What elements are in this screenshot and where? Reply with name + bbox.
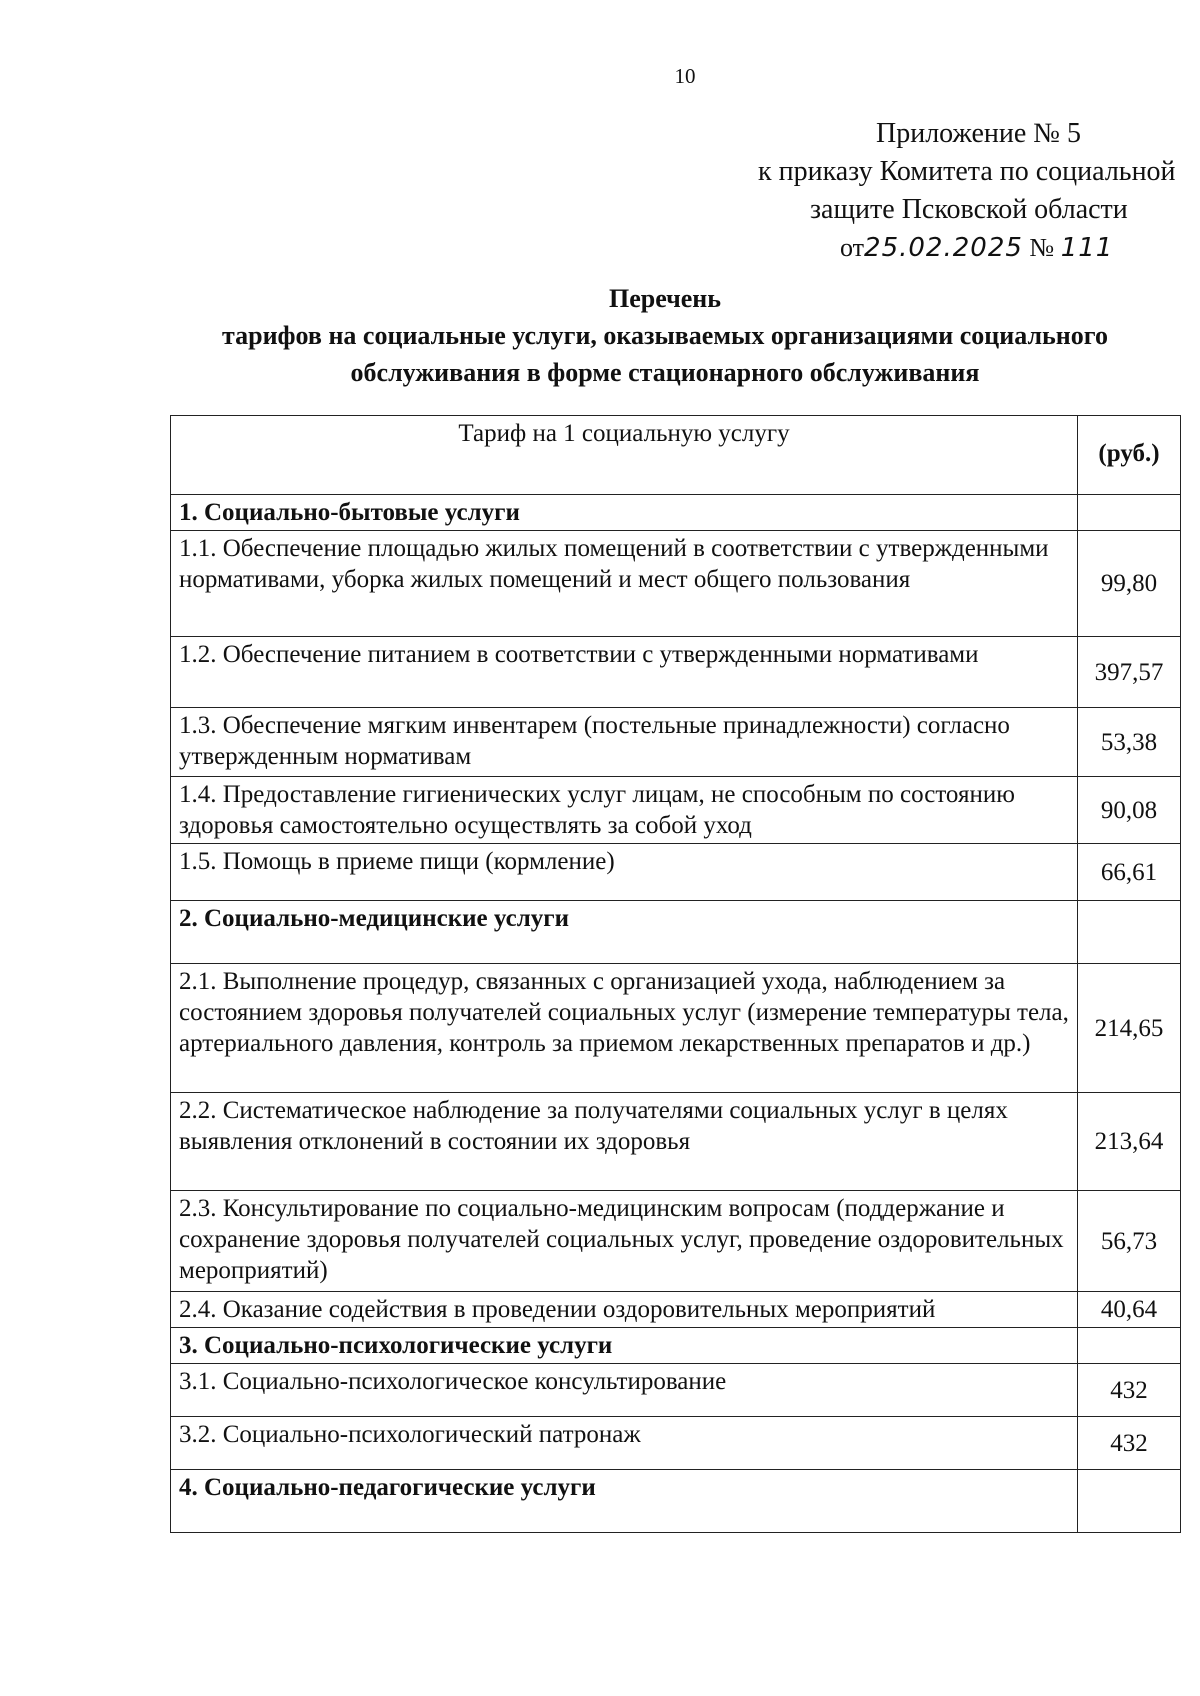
- value-cell: 432: [1078, 1417, 1181, 1470]
- section-cell: 1. Социально-бытовые услуги: [171, 495, 1078, 531]
- service-cell: 3.1. Социально-психологическое консультирование: [171, 1364, 1078, 1417]
- value-cell: 66,61: [1078, 844, 1181, 901]
- section-cell: 4. Социально-педагогические услуги: [171, 1470, 1078, 1533]
- service-cell: 2.4. Оказание содействия в проведении оздоровительных мероприятий: [171, 1292, 1078, 1328]
- appendix-order-ref: к приказу Комитета по социальной: [758, 156, 1176, 187]
- service-cell: 1.1. Обеспечение площадью жилых помещений в соответствии с утвержденными нормативами, уборка жилых помещений и мест общего пользования: [171, 531, 1078, 637]
- service-cell: 2.3. Консультирование по социально-медицинским вопросам (поддержание и сохранение здоровья получателей социальных услуг, проведение оздоровительных мероприятий): [171, 1191, 1078, 1292]
- value-cell: 213,64: [1078, 1093, 1181, 1191]
- table-row: [171, 1292, 1181, 1328]
- service-cell: 1.2. Обеспечение питанием в соответствии с утвержденными нормативами: [171, 637, 1078, 708]
- table-row: [171, 531, 1181, 637]
- service-cell: 1.4. Предоставление гигиенических услуг лицам, не способным по состоянию здоровья самостоятельно осуществлять за собой уход: [171, 777, 1078, 844]
- value-cell: 40,64: [1078, 1292, 1181, 1328]
- appendix-date-line: [560, 229, 1160, 267]
- service-cell: 2.1. Выполнение процедур, связанных с организацией ухода, наблюдением за состоянием здоровья получателей социальных услуг (измерение температуры тела, артериального давления, контроль за приемом лекарственных препаратов и др.): [171, 964, 1078, 1093]
- header-unit-cell: (руб.): [1078, 416, 1181, 495]
- appendix-number: Приложение № 5: [876, 118, 1081, 149]
- header-service-cell: Тариф на 1 социальную услугу: [171, 416, 1078, 495]
- service-cell: 1.3. Обеспечение мягким инвентарем (постельные принадлежности) согласно утвержденным нормативам: [171, 708, 1078, 777]
- title-line-1: Перечень: [608, 284, 722, 313]
- value-cell: [1078, 901, 1181, 964]
- value-cell: 432: [1078, 1364, 1181, 1417]
- number-prefix: №: [1029, 233, 1055, 262]
- value-cell: [1078, 1328, 1181, 1364]
- table-row: [171, 495, 1181, 531]
- value-cell: 56,73: [1078, 1191, 1181, 1292]
- service-cell: 3.2. Социально-психологический патронаж: [171, 1417, 1078, 1470]
- title-line-2: тарифов на социальные услуги, оказываемых организациями социального: [222, 321, 1108, 350]
- handwritten-date: 25.02.2025: [864, 233, 1023, 263]
- section-cell: 2. Социально-медицинские услуги: [171, 901, 1078, 964]
- value-cell: 214,65: [1078, 964, 1181, 1093]
- table-row: [171, 777, 1181, 844]
- table-row: [171, 964, 1181, 1093]
- title-line-3: обслуживания в форме стационарного обслуживания: [350, 358, 980, 387]
- value-cell: 99,80: [1078, 531, 1181, 637]
- table-row: [171, 1093, 1181, 1191]
- value-cell: 90,08: [1078, 777, 1181, 844]
- table-row: [171, 1417, 1181, 1470]
- document-title: [160, 280, 1170, 391]
- table-row: [171, 1191, 1181, 1292]
- table-row: [171, 844, 1181, 901]
- handwritten-number: 111: [1060, 233, 1114, 263]
- table-row: [171, 1364, 1181, 1417]
- tariffs-table: [170, 415, 1181, 1533]
- value-cell: [1078, 1470, 1181, 1533]
- service-cell: 2.2. Систематическое наблюдение за получателями социальных услуг в целях выявления отклонений в состоянии их здоровья: [171, 1093, 1078, 1191]
- table-row: [171, 708, 1181, 777]
- service-cell: 1.5. Помощь в приеме пищи (кормление): [171, 844, 1078, 901]
- table-row: [171, 1470, 1181, 1533]
- table-row: [171, 901, 1181, 964]
- table-row: [171, 1328, 1181, 1364]
- date-prefix: от: [840, 233, 865, 262]
- table-header-row: [171, 416, 1181, 495]
- section-cell: 3. Социально-психологические услуги: [171, 1328, 1078, 1364]
- value-cell: 53,38: [1078, 708, 1181, 777]
- page-number: 10: [674, 64, 696, 88]
- value-cell: 397,57: [1078, 637, 1181, 708]
- table-row: [171, 637, 1181, 708]
- appendix-block: [560, 115, 1176, 267]
- value-cell: [1078, 495, 1181, 531]
- appendix-committee: защите Псковской области: [810, 194, 1128, 225]
